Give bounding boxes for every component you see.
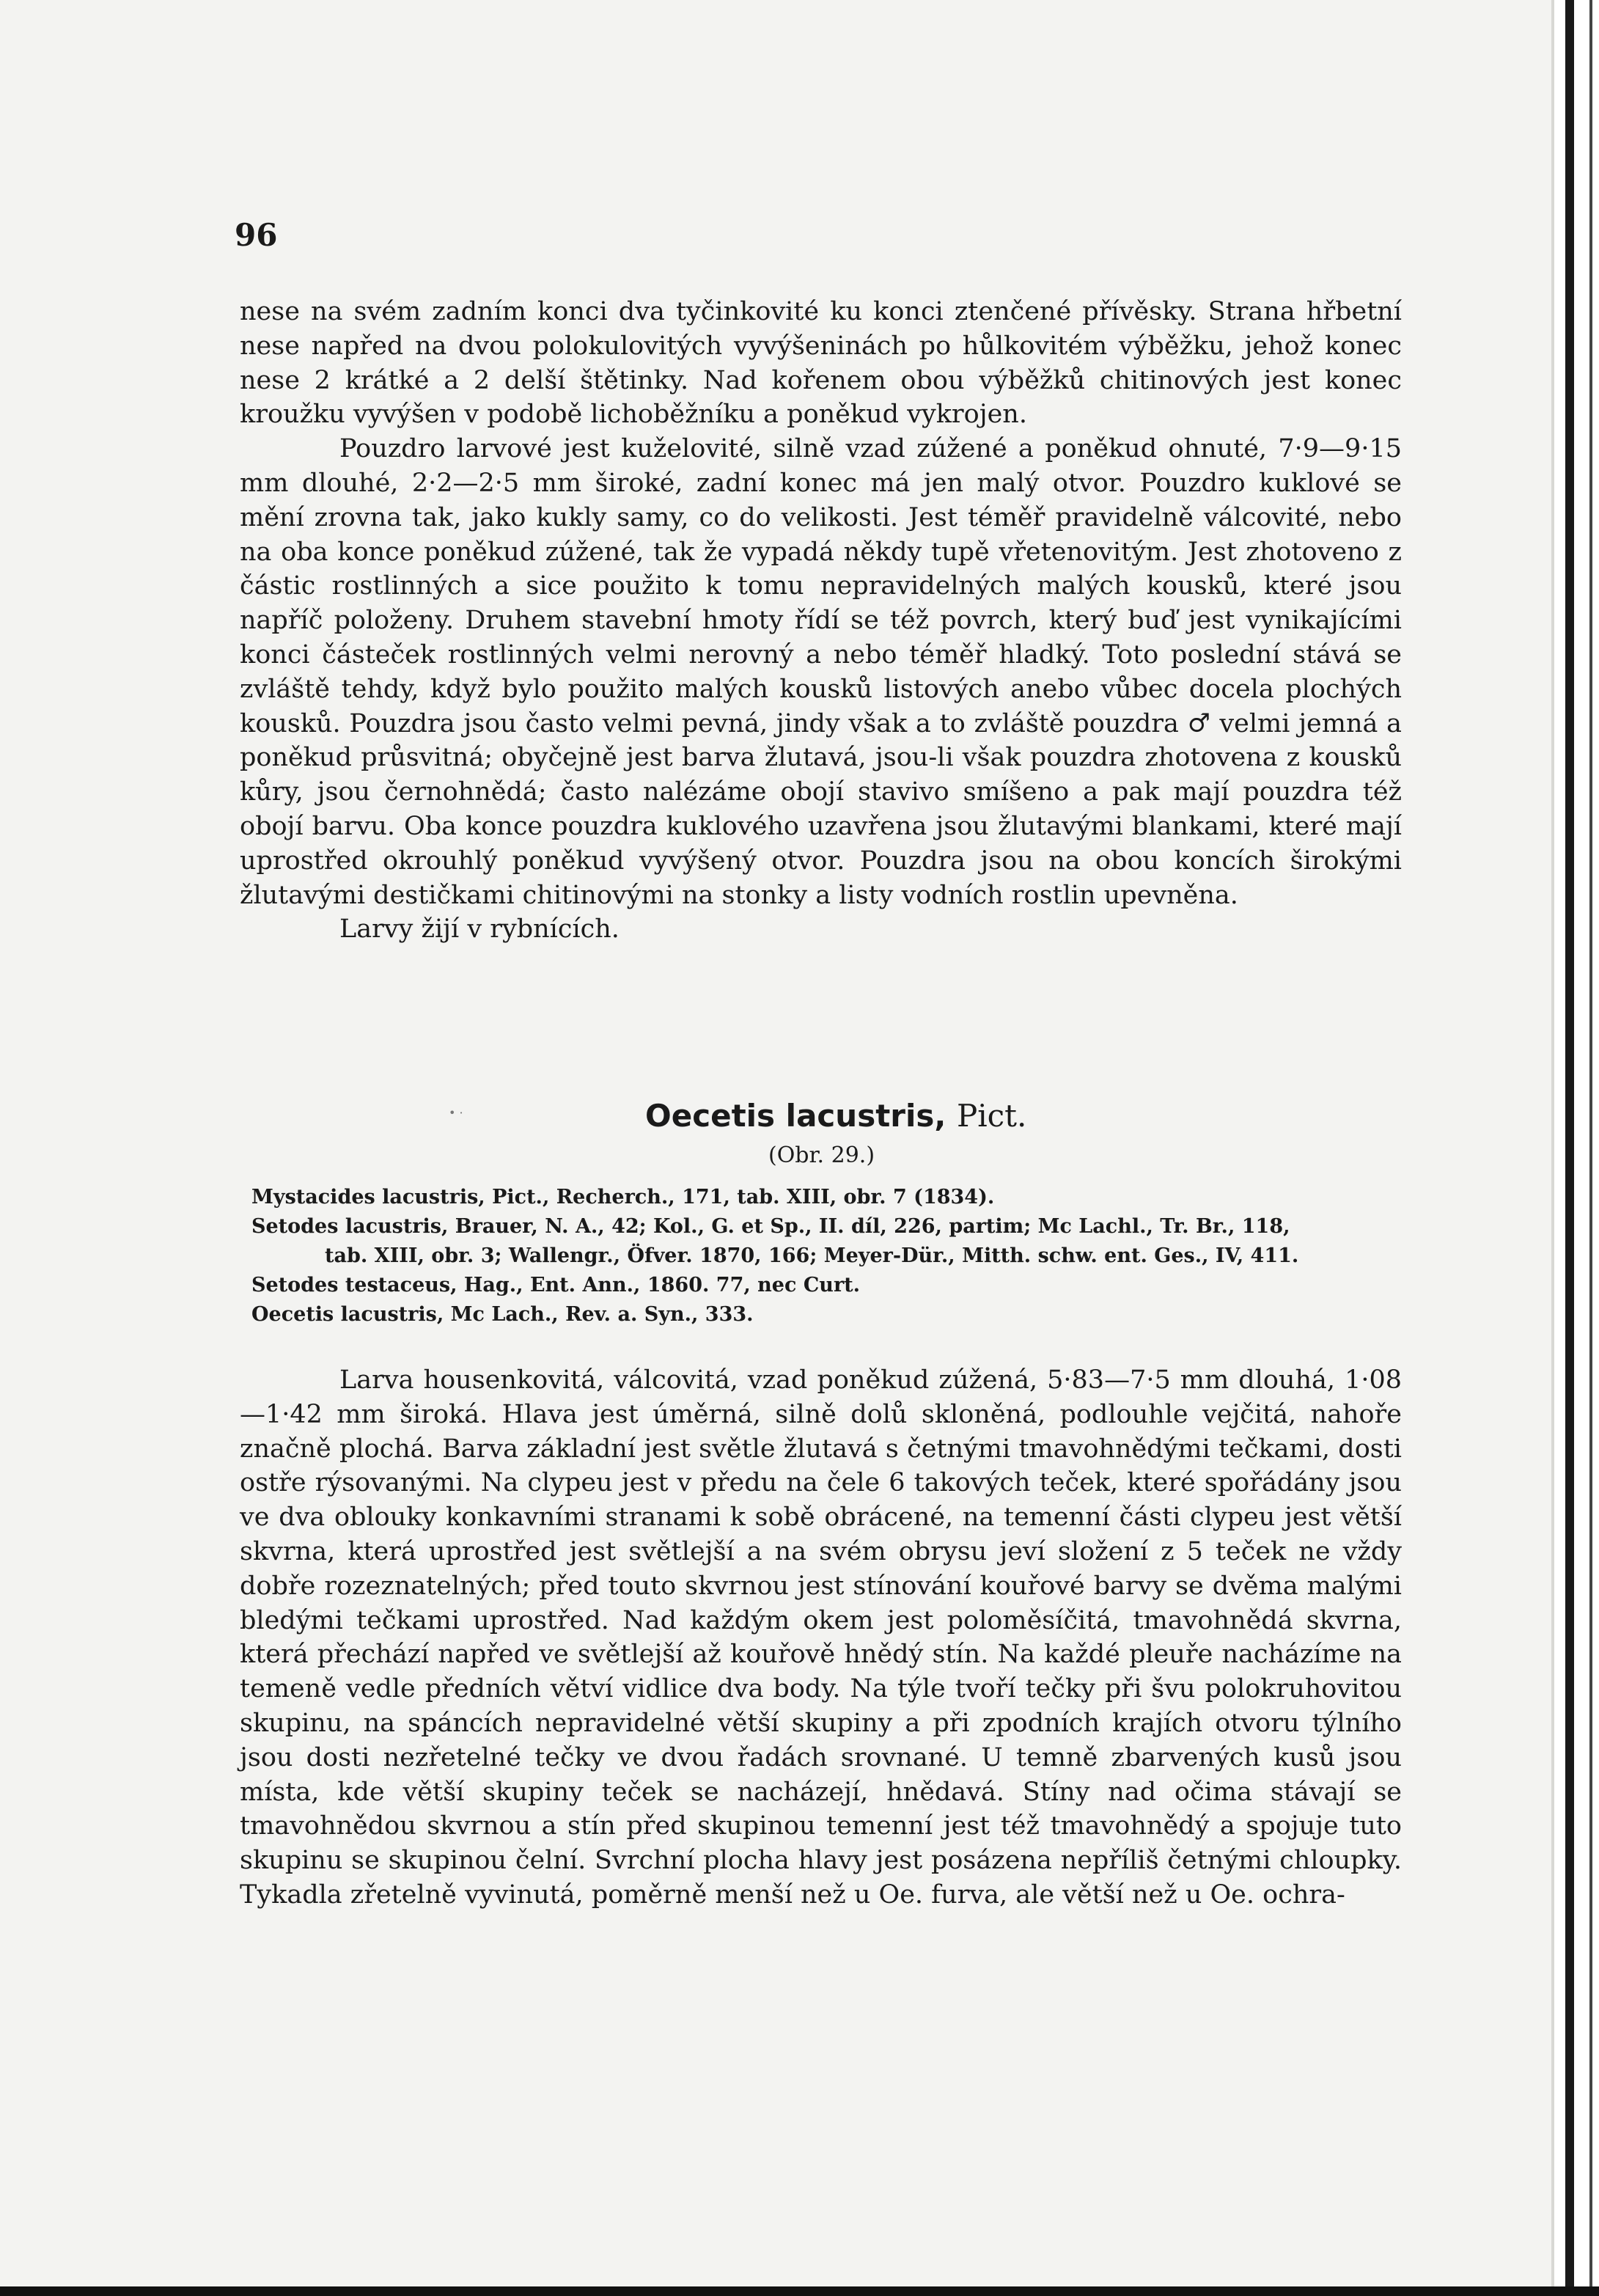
species-title: Oecetis lacustris, xyxy=(645,1098,946,1134)
paragraph: Larva housenkovitá, válcovitá, vzad poněkud zúžená, 5·83—7·5 mm dlouhá, 1·08—1·42 mm široká. Hlava jest úměrná, silně dolů skloněná, podlouhle vejčitá, nahoře značně plochá. Barva základní jest světle žlutavá s četnými tmavohnědými tečkami, dosti ostře rýsovanými. Na clypeu jest v předu na čele 6 takových teček, které spořádány jsou ve dva oblouky konkavními stranami k sobě obrácené, na temenní části clypeu jest větší skvrna, která uprostřed jest světlejší a na svém obrysu jeví složení z 5 teček ne vždy dobře rozeznatelných; před touto skvrnou jest stínování kouřové barvy se dvěma malými bledými tečkami uprostřed. Nad každým okem jest poloměsíčitá, tmavohnědá skvrna, která přechází napřed ve světlejší až kouřově hnědý stín. Na každé pleuře nacházíme na temeně vedle předních větví vidlice dva body. Na týle tvoří tečky při švu polokruhovitou skupinu, na spáncích nepravidelné větší skupiny a při zpodních krajích otvoru týlního jsou dosti nezřetelné tečky ve dvou řadách srovnané. U temně zbarvených kusů jsou místa, kde větší skupiny teček se nacházejí, hnědavá. Stíny nad očima stávají se tmavohnědou skvrnou a stín před skupinou temenní jest též tmavohnědý a spojuje tuto skupinu se skupinou čelní. Svrchní plocha hlavy jest posázena nepříliš četnými chloupky. Tykadla zřetelně vyvinutá, poměrně menší než u Oe. furva, ale větší než u Oe. ochra- xyxy=(240,1365,1402,1910)
synonym-entry: Setodes testaceus, Hag., Ent. Ann., 1860. 77, nec Curt. xyxy=(251,1274,861,1296)
page-edge-shadow xyxy=(1565,0,1574,2296)
synonym-entry: Oecetis lacustris, Mc Lach., Rev. a. Syn., 333. xyxy=(251,1303,754,1326)
paragraph: nese na svém zadním konci dva tyčinkovité ku konci ztenčené přívěsky. Strana hřbetní nese napřed na dvou polokulovitých vyvýšeninách po hůlkovitém výběžku, jehož konec nese 2 krátké a 2 delší štětinky. Nad kořenem obou výběžků chitinových jest konec kroužku vyvýšen v podobě lichoběžníku a poněkud vykrojen. xyxy=(240,297,1402,430)
synonym-entry: Setodes lacustris, Brauer, N. A., 42; Kol., G. et Sp., II. díl, 226, partim; Mc Lachl., Tr. Br., 118, xyxy=(251,1215,1290,1238)
paragraph: Larvy žijí v rybnících. xyxy=(339,914,620,945)
synonym-entry-continued: tab. XIII, obr. 3; Wallengr., Öfver. 1870, 166; Meyer-Dür., Mitth. schw. ent. Ges., IV, 411. xyxy=(325,1244,1299,1267)
species-author: Pict. xyxy=(956,1098,1027,1134)
page-number: 96 xyxy=(235,217,278,253)
species-heading xyxy=(645,1098,1026,1134)
bottom-scan-border xyxy=(0,2286,1599,2296)
body-text-larva xyxy=(240,1363,1402,1912)
page-edge-line xyxy=(1589,0,1592,2296)
figure-reference: (Obr. 29.) xyxy=(768,1143,875,1168)
stray-mark: • · xyxy=(449,1106,463,1120)
paragraph: Pouzdro larvové jest kuželovité, silně vzad zúžené a poněkud ohnuté, 7·9—9·15 mm dlouhé, 2·2—2·5 mm široké, zadní konec má jen malý otvor. Pouzdro kuklové se mění zrovna tak, jako kukly samy, co do velikosti. Jest téměř pravidelně válcovité, nebo na oba konce poněkud zúžené, tak že vypadá někdy tupě vřetenovitým. Jest zhotoveno z částic rostlinných a sice použito k tomu nepravidelných malých kousků, které jsou napříč položeny. Druhem stavební hmoty řídí se též povrch, který buď jest vynikajícími konci částeček rostlinných velmi nerovný a nebo téměř hladký. Toto poslední stává se zvláště tehdy, když bylo použito malých kousků listových anebo vůbec docela plochých kousků. Pouzdra jsou často velmi pevná, jindy však a to zvláště pouzdra ♂ velmi jemná a poněkud průsvitná; obyčejně jest barva žlutavá, jsou-li však pouzdra zhotovena z kousků kůry, jsou černohnědá; často nalézáme obojí stavivo smíšeno a pak mají pouzdra též obojí barvu. Oba konce pouzdra kuklového uzavřena jsou žlutavými blankami, které mají uprostřed okrouhlý poněkud vyvýšený otvor. Pouzdra jsou na obou koncích širokými žlutavými destičkami chitinovými na stonky a listy vodních rostlin upevněna. xyxy=(240,434,1402,910)
body-text-top xyxy=(240,295,1402,947)
synonymy-list xyxy=(251,1183,1425,1329)
synonym-entry: Mystacides lacustris, Pict., Recherch., 171, tab. XIII, obr. 7 (1834). xyxy=(251,1186,995,1208)
